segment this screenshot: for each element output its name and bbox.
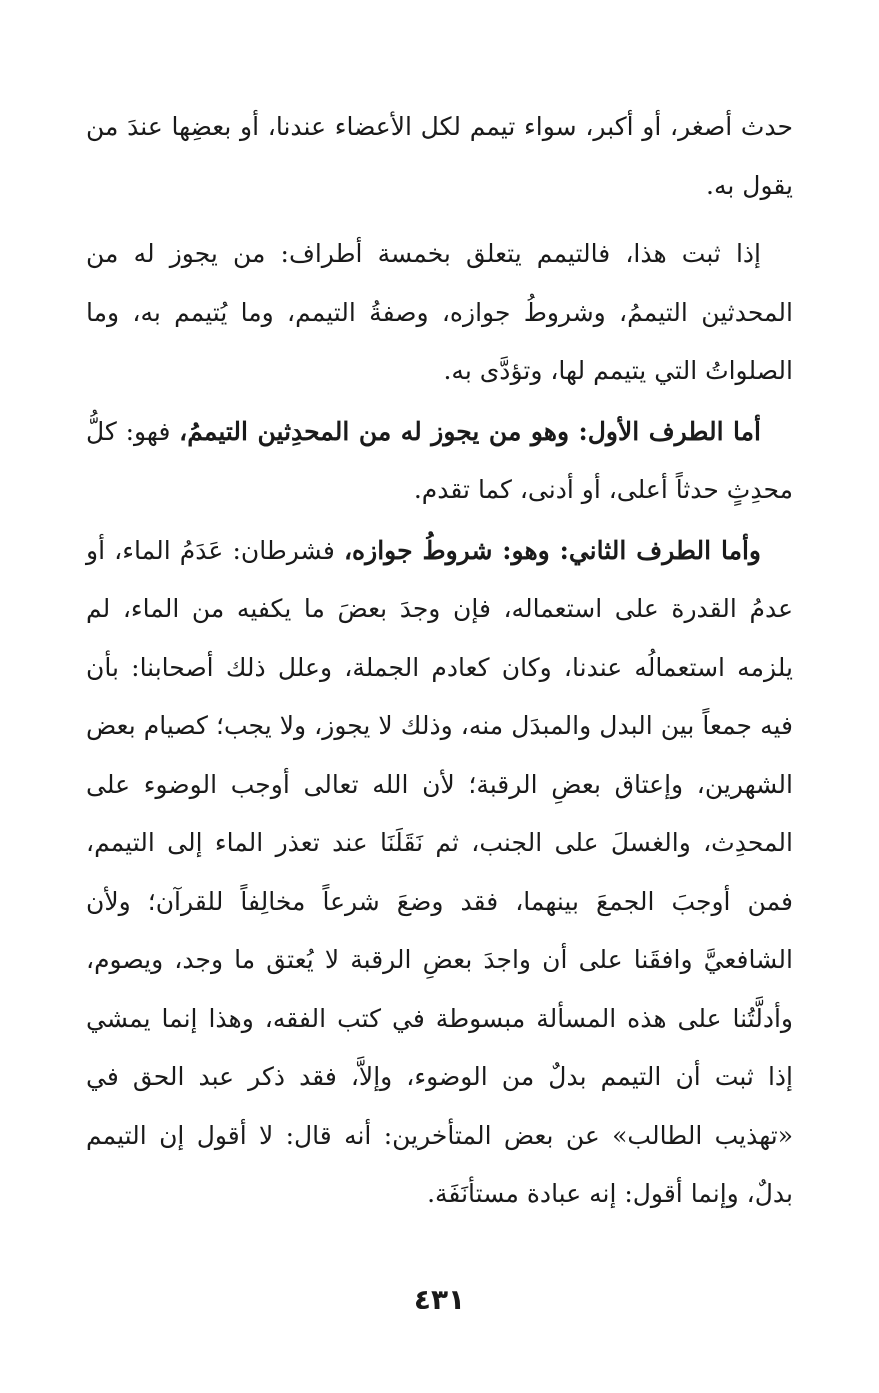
paragraph-3: [86, 403, 793, 520]
paragraph-3-heading: أما الطرف الأول: وهو من يجوز له من المحدِثين التيممُ،: [179, 416, 761, 446]
page-number: ٤٣١: [413, 1283, 466, 1316]
paragraph-1-text: حدث أصغر، أو أكبر، سواء تيمم لكل الأعضاء عندنا، أو بعضِها عندَ من يقول به.: [86, 112, 793, 200]
paragraph-4: [86, 522, 793, 1224]
paragraph-2-text: إذا ثبت هذا، فالتيمم يتعلق بخمسة أطراف: من يجوز له من المحدثين التيممُ، وشروطُ جوازه، وصفةُ التيمم، وما يُتيمم به، وما الصلواتُ التي يتيمم لها، وتؤدَّى به.: [86, 239, 794, 385]
page-body: [86, 98, 793, 1224]
paragraph-1: [86, 98, 793, 215]
paragraph-4-heading: وأما الطرف الثاني: وهو: شروطُ جوازه،: [343, 535, 762, 565]
paragraph-4-text: فشرطان: عَدَمُ الماء، أو عدمُ القدرة على استعماله، فإن وجدَ بعضَ ما يكفيه من الماء، لم يلزمه استعمالُه عندنا، وكان كعادم الجملة، وعلل ذلك أصحابنا: بأن فيه جمعاً بين البدل والمبدَل منه، وذلك لا يجوز، ولا يجب؛ كصيام بعض الشهرين، وإعتاق بعضِ الرقبة؛ لأن الله تعالى أوجب الوضوء على المحدِث، والغسلَ على الجنب، ثم نَقَلَنَا عند تعذر الماء إلى التيمم، فمن أوجبَ الجمعَ بينهما، فقد وضعَ شرعاً مخالِفاً للقرآن؛ ولأن الشافعيَّ وافقَنا على أن واجدَ بعضِ الرقبة لا يُعتق ما وجد، ويصوم، وأدلَّتُنا على هذه المسألة مبسوطة في كتب الفقه، وهذا إنما يمشي إذا ثبت أن التيمم بدلٌ من الوضوء، وإلاَّ، فقد ذكر عبد الحق في «تهذيب الطالب» عن بعض المتأخرين: أنه قال: لا أقول إن التيمم بدلٌ، وإنما أقول: إنه عبادة مستأنَفَة.: [86, 535, 793, 1208]
paragraph-2: [86, 225, 793, 401]
paragraph-3-text: فهو: كلُّ محدِثٍ حدثاً أعلى، أو أدنى، كما تقدم.: [86, 416, 793, 504]
